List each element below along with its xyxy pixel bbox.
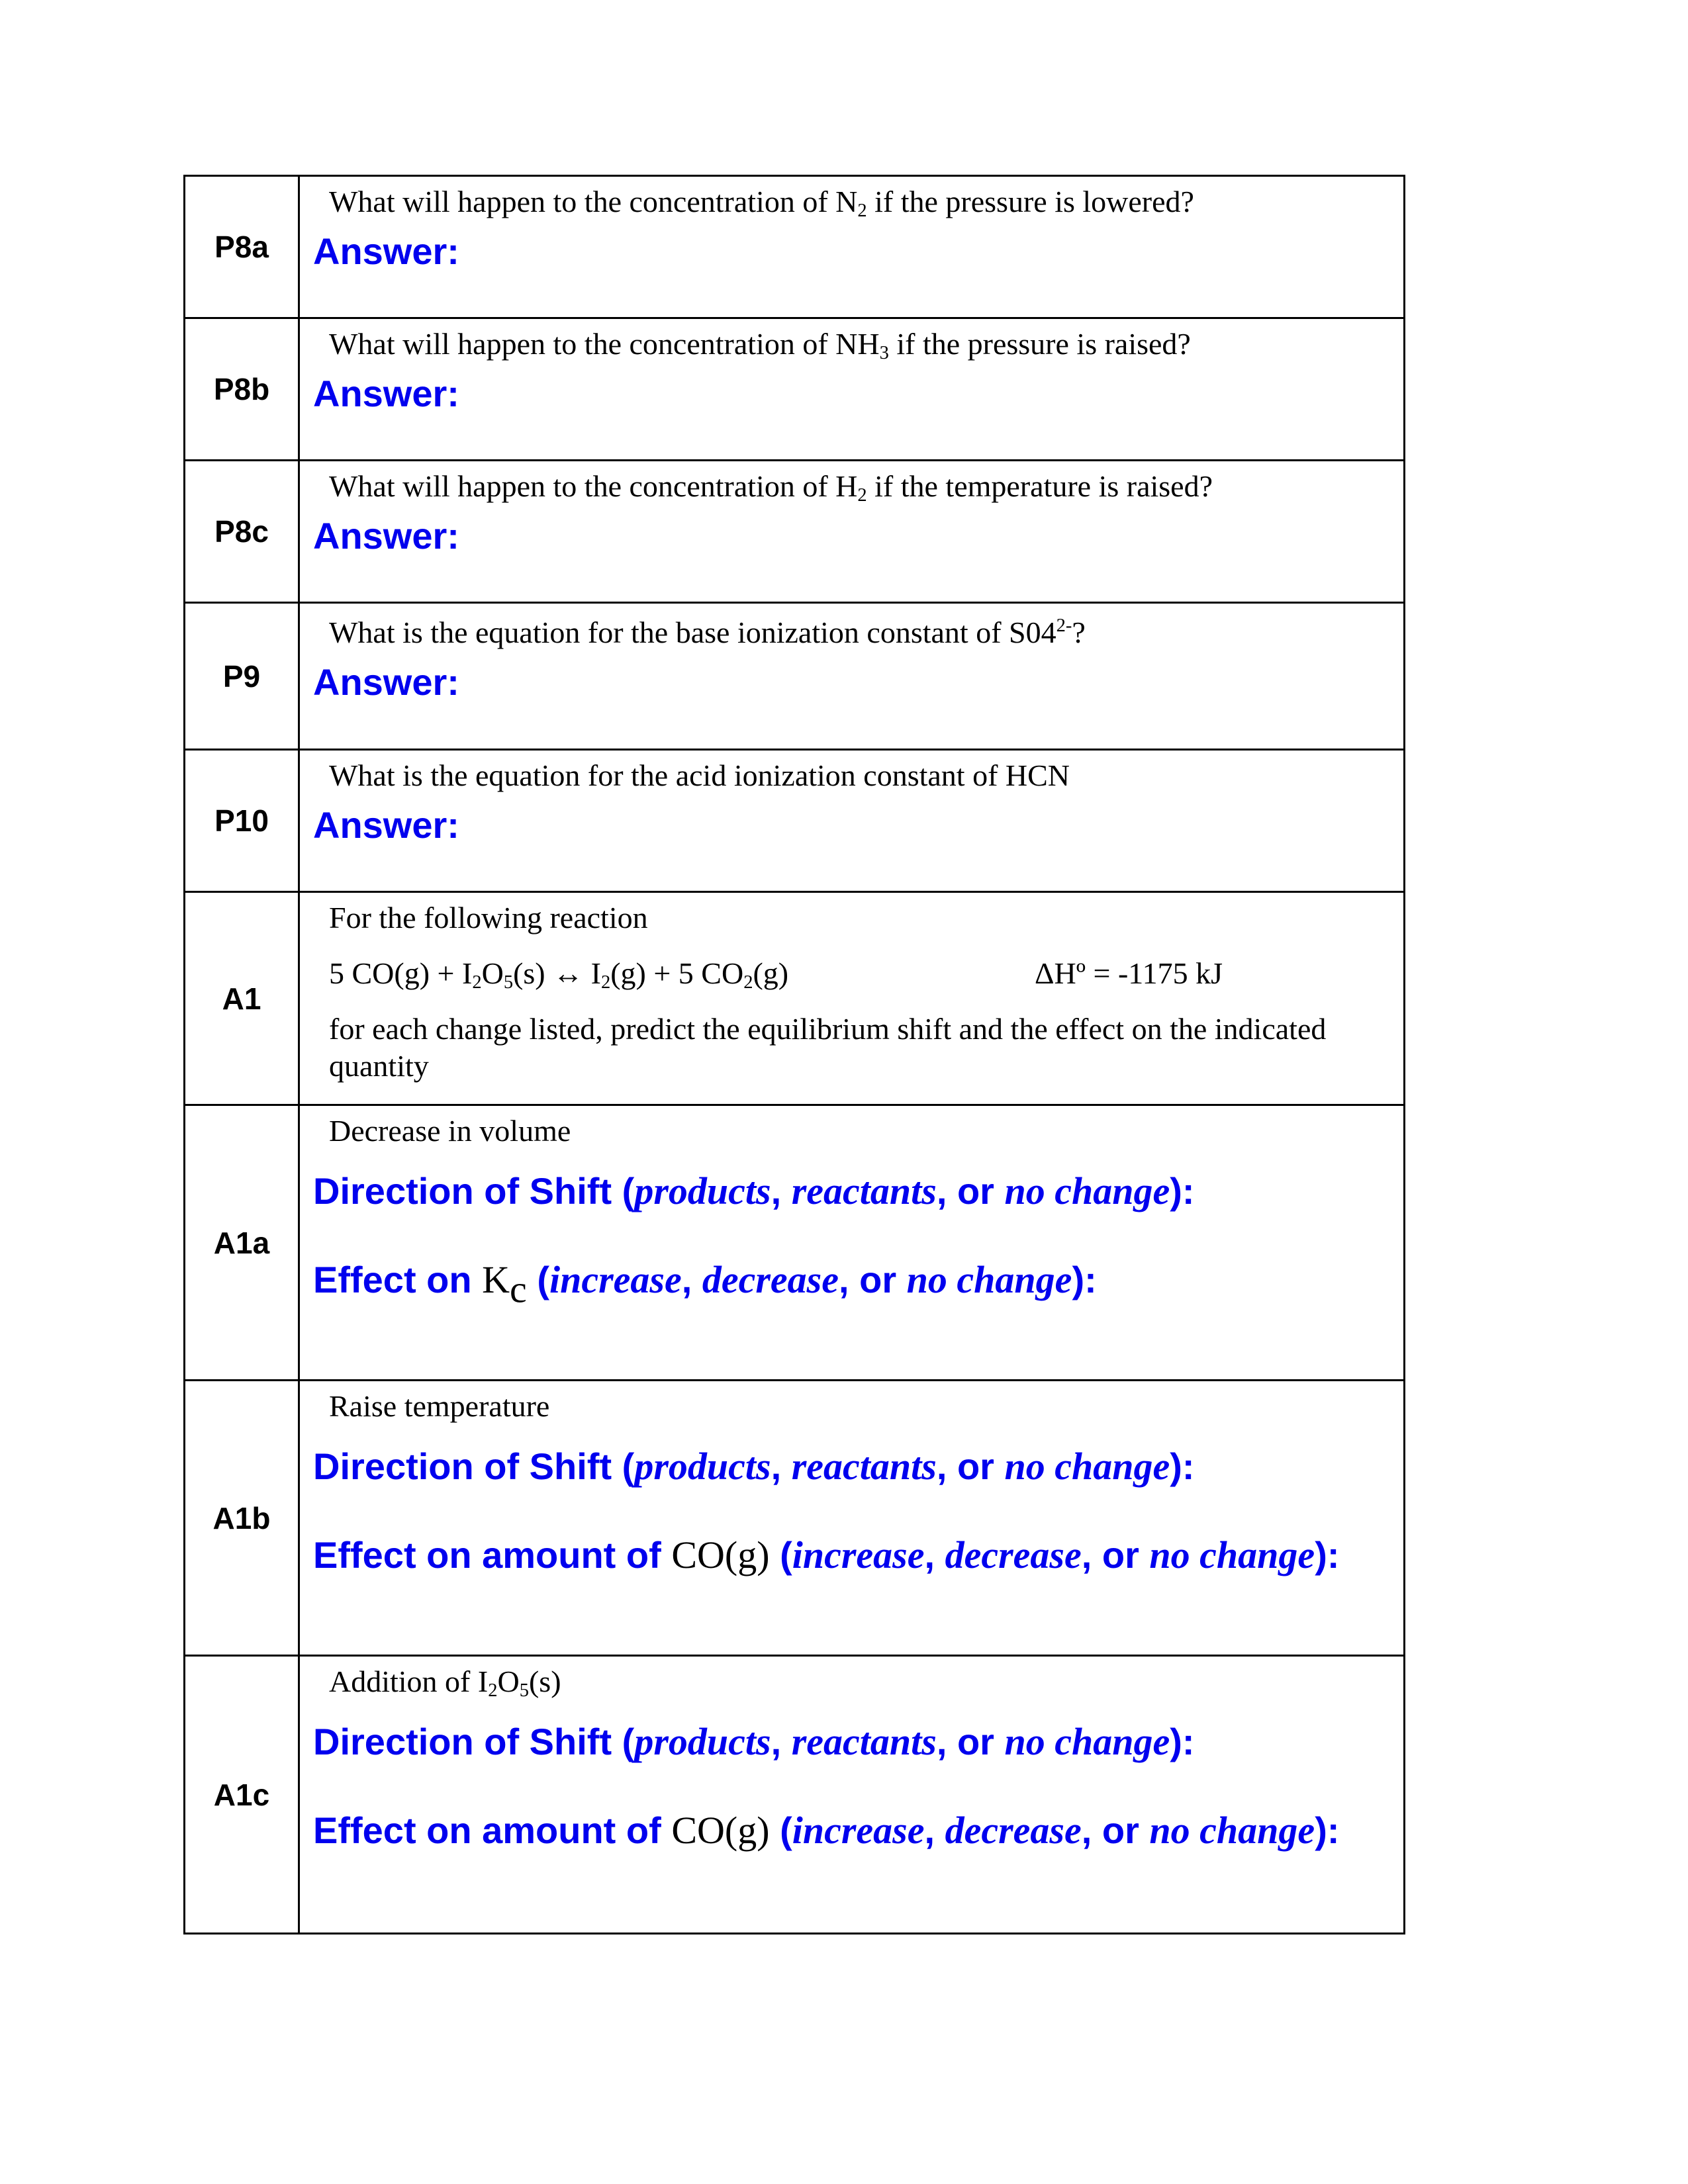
row-label: A1 <box>185 892 299 1105</box>
table-row-p8c <box>185 461 1405 603</box>
question-cell <box>299 892 1405 1105</box>
change-text: Raise temperature <box>329 1389 550 1423</box>
row-label: A1c <box>185 1656 299 1934</box>
question-cell <box>299 1105 1405 1381</box>
row-label: A1b <box>185 1381 299 1656</box>
answer-label: Answer: <box>313 804 459 846</box>
question-cell <box>299 176 1405 318</box>
answer-label: Answer: <box>313 515 459 557</box>
answer-label: Answer: <box>313 230 459 272</box>
change-text: Decrease in volume <box>329 1114 571 1148</box>
change-text: Addition of $I_2O_5(s)$ <box>329 1664 561 1702</box>
row-label: P9 <box>185 603 299 750</box>
reaction-intro: For the following reaction <box>329 901 648 934</box>
effect-prompt: Effect on $K_c$ (increase, decrease, or no change): <box>313 1258 1097 1311</box>
shift-prompt: Direction of Shift (products, reactants, or no change): <box>313 1445 1195 1488</box>
instructions-text: for each change listed, predict the equilibrium shift and the effect on the indicated quantity <box>329 1012 1327 1083</box>
question-cell <box>299 1381 1405 1656</box>
reaction-equation <box>329 955 1223 992</box>
question-text: What will happen to the concentration of $NH_3$ if the pressure is raised? <box>329 327 1191 364</box>
row-label: A1a <box>185 1105 299 1381</box>
enthalpy-value: ΔHº = -1175 kJ <box>1034 956 1223 990</box>
table-row-a1a <box>185 1105 1405 1381</box>
row-label: P8a <box>185 176 299 318</box>
question-cell <box>299 318 1405 461</box>
row-label: P8b <box>185 318 299 461</box>
table-row-a1b <box>185 1381 1405 1656</box>
equation-text: 5 $CO(g) + I_2O_5(s)$ ↔ $I_2(g) + 5$ $CO_2(g)$ <box>329 956 789 993</box>
answer-label: Answer: <box>313 373 459 414</box>
table-row-a1 <box>185 892 1405 1105</box>
answer-label: Answer: <box>313 661 459 703</box>
worksheet-table <box>183 175 1405 1934</box>
question-text: What will happen to the concentration of $H_2$ if the temperature is raised? <box>329 469 1213 506</box>
question-text: What is the equation for the acid ionization constant of HCN <box>329 758 1070 792</box>
effect-prompt: Effect on amount of CO(g) (increase, decrease, or no change): <box>313 1809 1340 1852</box>
table-row-p9 <box>185 603 1405 750</box>
effect-prompt: Effect on amount of CO(g) (increase, decrease, or no change): <box>313 1533 1340 1576</box>
shift-prompt: Direction of Shift (products, reactants, or no change): <box>313 1720 1195 1763</box>
table-row-a1c <box>185 1656 1405 1934</box>
question-text: What will happen to the concentration of $N_2$ if the pressure is lowered? <box>329 185 1194 222</box>
table-row-p8a <box>185 176 1405 318</box>
question-cell <box>299 603 1405 750</box>
shift-prompt: Direction of Shift (products, reactants, or no change): <box>313 1169 1195 1212</box>
question-cell <box>299 461 1405 603</box>
row-label: P10 <box>185 750 299 892</box>
question-text: What is the equation for the base ionization constant of $S04^{2-}$? <box>329 615 1086 649</box>
question-cell <box>299 1656 1405 1934</box>
row-label: P8c <box>185 461 299 603</box>
table-row-p8b <box>185 318 1405 461</box>
question-cell <box>299 750 1405 892</box>
table-row-p10 <box>185 750 1405 892</box>
